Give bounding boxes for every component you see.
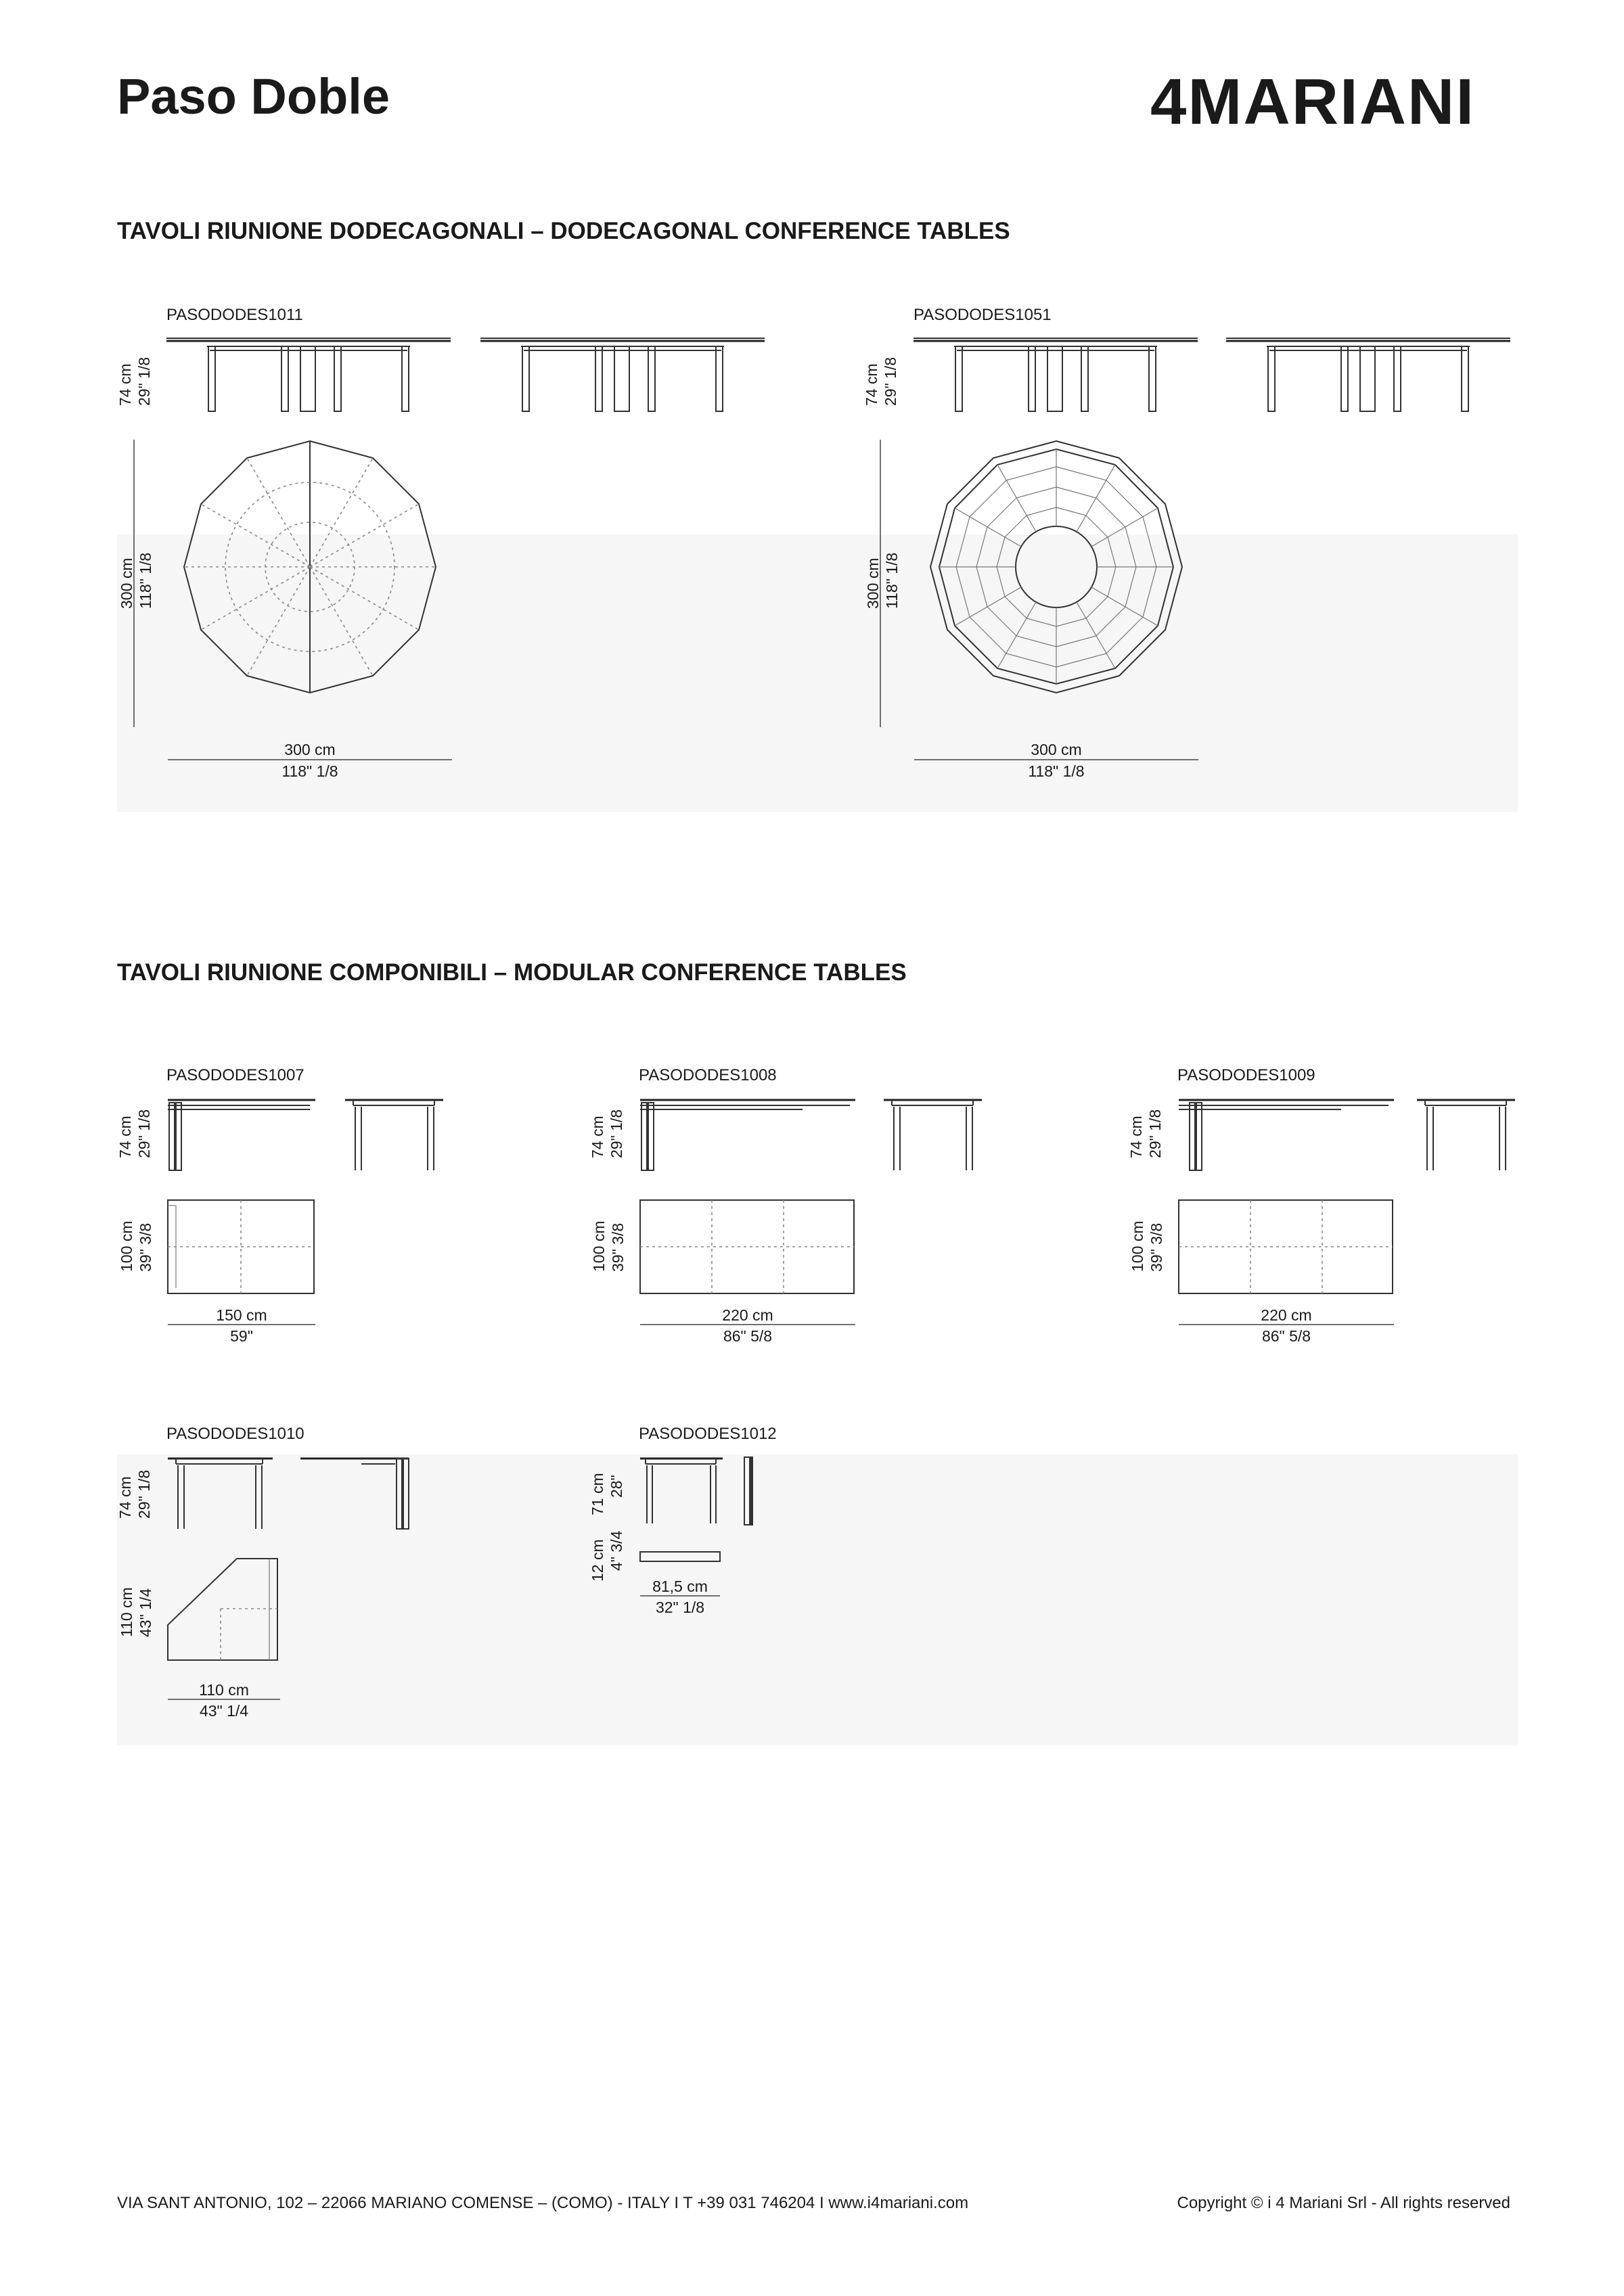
dodecagon-ring-plan-drawing [875, 440, 1206, 737]
corner-plan-drawing [166, 1557, 281, 1666]
dimension-line [168, 1699, 280, 1701]
height-in: 29" 1/8 [135, 1109, 153, 1158]
product-code: PASODODES1051 [914, 306, 1052, 324]
width-in: 118" 1/8 [1028, 762, 1085, 780]
top-panel-drawing [639, 1551, 721, 1564]
front-elevation-drawing [1179, 1097, 1395, 1173]
width-in: 32" 1/8 [655, 1599, 705, 1616]
height-cm: 74 cm [863, 363, 880, 406]
plan-drawing [1177, 1199, 1395, 1295]
depth-in: 118" 1/8 [137, 552, 154, 609]
page-title: Paso Doble [117, 68, 390, 124]
footer-copyright: Copyright © i 4 Mariani Srl - All rights reserved [1177, 2194, 1510, 2212]
brand-logo: 4MARIANI [1150, 66, 1476, 138]
product-code: PASODODES1012 [639, 1425, 777, 1443]
width-cm: 300 cm [1031, 741, 1082, 758]
width-in: 59" [230, 1327, 253, 1345]
depth-in: 43" 1/4 [137, 1588, 154, 1637]
front-elevation-drawing [168, 1456, 276, 1532]
front-elevation-drawing [168, 1097, 317, 1173]
plan-drawing [639, 1199, 857, 1295]
dodecagon-plan-drawing [129, 440, 460, 737]
product-code: PASODODES1011 [166, 306, 303, 324]
depth-cm: 300 cm [118, 557, 135, 609]
elevation-drawing [166, 337, 451, 418]
depth-cm: 100 cm [118, 1220, 135, 1272]
width-cm: 81,5 cm [652, 1578, 708, 1595]
footer-address: VIA SANT ANTONIO, 102 – 22066 MARIANO COMENSE – (COMO) - ITALY I T +39 031 746204 I www.i4mariani.com [117, 2194, 969, 2212]
dimension-line [640, 1595, 720, 1598]
height-cm: 74 cm [116, 1476, 134, 1519]
width-in: 86" 5/8 [723, 1327, 773, 1345]
section-heading-dodecagonal: TAVOLI RIUNIONE DODECAGONALI – DODECAGONAL CONFERENCE TABLES [117, 218, 1010, 244]
side-elevation-drawing [1417, 1097, 1518, 1173]
depth-cm: 300 cm [864, 557, 882, 609]
product-code: PASODODES1010 [166, 1425, 304, 1443]
height-cm: 71 cm [589, 1473, 606, 1515]
plan-drawing [166, 1199, 317, 1295]
side-elevation-drawing [345, 1097, 447, 1173]
elevation-drawing [914, 337, 1198, 418]
depth-cm: 100 cm [590, 1220, 608, 1272]
product-code: PASODODES1009 [1177, 1066, 1315, 1084]
side-elevation-drawing [300, 1456, 422, 1532]
dimension-line [640, 1324, 855, 1327]
depth-in: 118" 1/8 [883, 552, 901, 609]
thickness-in: 4" 3/4 [608, 1530, 625, 1571]
dimension-line [168, 1324, 315, 1327]
front-elevation-drawing [640, 1456, 755, 1532]
height-in: 29" 1/8 [135, 357, 153, 406]
depth-cm: 110 cm [118, 1587, 135, 1637]
height-in: 28" [608, 1475, 625, 1498]
width-cm: 150 cm [216, 1306, 267, 1324]
width-cm: 220 cm [1261, 1306, 1312, 1324]
height-cm: 74 cm [589, 1116, 606, 1158]
depth-in: 39" 3/8 [137, 1222, 154, 1272]
width-cm: 220 cm [722, 1306, 773, 1324]
product-code: PASODODES1007 [166, 1066, 304, 1084]
width-in: 118" 1/8 [281, 762, 338, 780]
section-heading-modular: TAVOLI RIUNIONE COMPONIBILI – MODULAR CONFERENCE TABLES [117, 959, 907, 986]
depth-in: 39" 3/8 [1148, 1222, 1165, 1272]
thickness-cm: 12 cm [589, 1539, 606, 1582]
height-in: 29" 1/8 [1146, 1109, 1164, 1158]
width-in: 43" 1/4 [199, 1702, 249, 1720]
height-in: 29" 1/8 [135, 1469, 153, 1519]
elevation-drawing [480, 337, 765, 418]
width-in: 86" 5/8 [1261, 1327, 1311, 1345]
width-cm: 300 cm [284, 741, 336, 758]
height-in: 29" 1/8 [608, 1109, 625, 1158]
height-cm: 74 cm [1127, 1116, 1145, 1158]
dimension-line [168, 759, 452, 762]
depth-in: 39" 3/8 [609, 1222, 627, 1272]
width-cm: 110 cm [199, 1681, 249, 1699]
elevation-drawing [1226, 337, 1510, 418]
height-cm: 74 cm [116, 1116, 134, 1158]
height-in: 29" 1/8 [882, 357, 899, 406]
height-cm: 74 cm [116, 363, 134, 406]
dimension-line [914, 759, 1198, 762]
product-code: PASODODES1008 [639, 1066, 777, 1084]
side-elevation-drawing [884, 1097, 985, 1173]
dimension-line [1179, 1324, 1394, 1327]
depth-cm: 100 cm [1129, 1220, 1146, 1272]
front-elevation-drawing [640, 1097, 857, 1173]
